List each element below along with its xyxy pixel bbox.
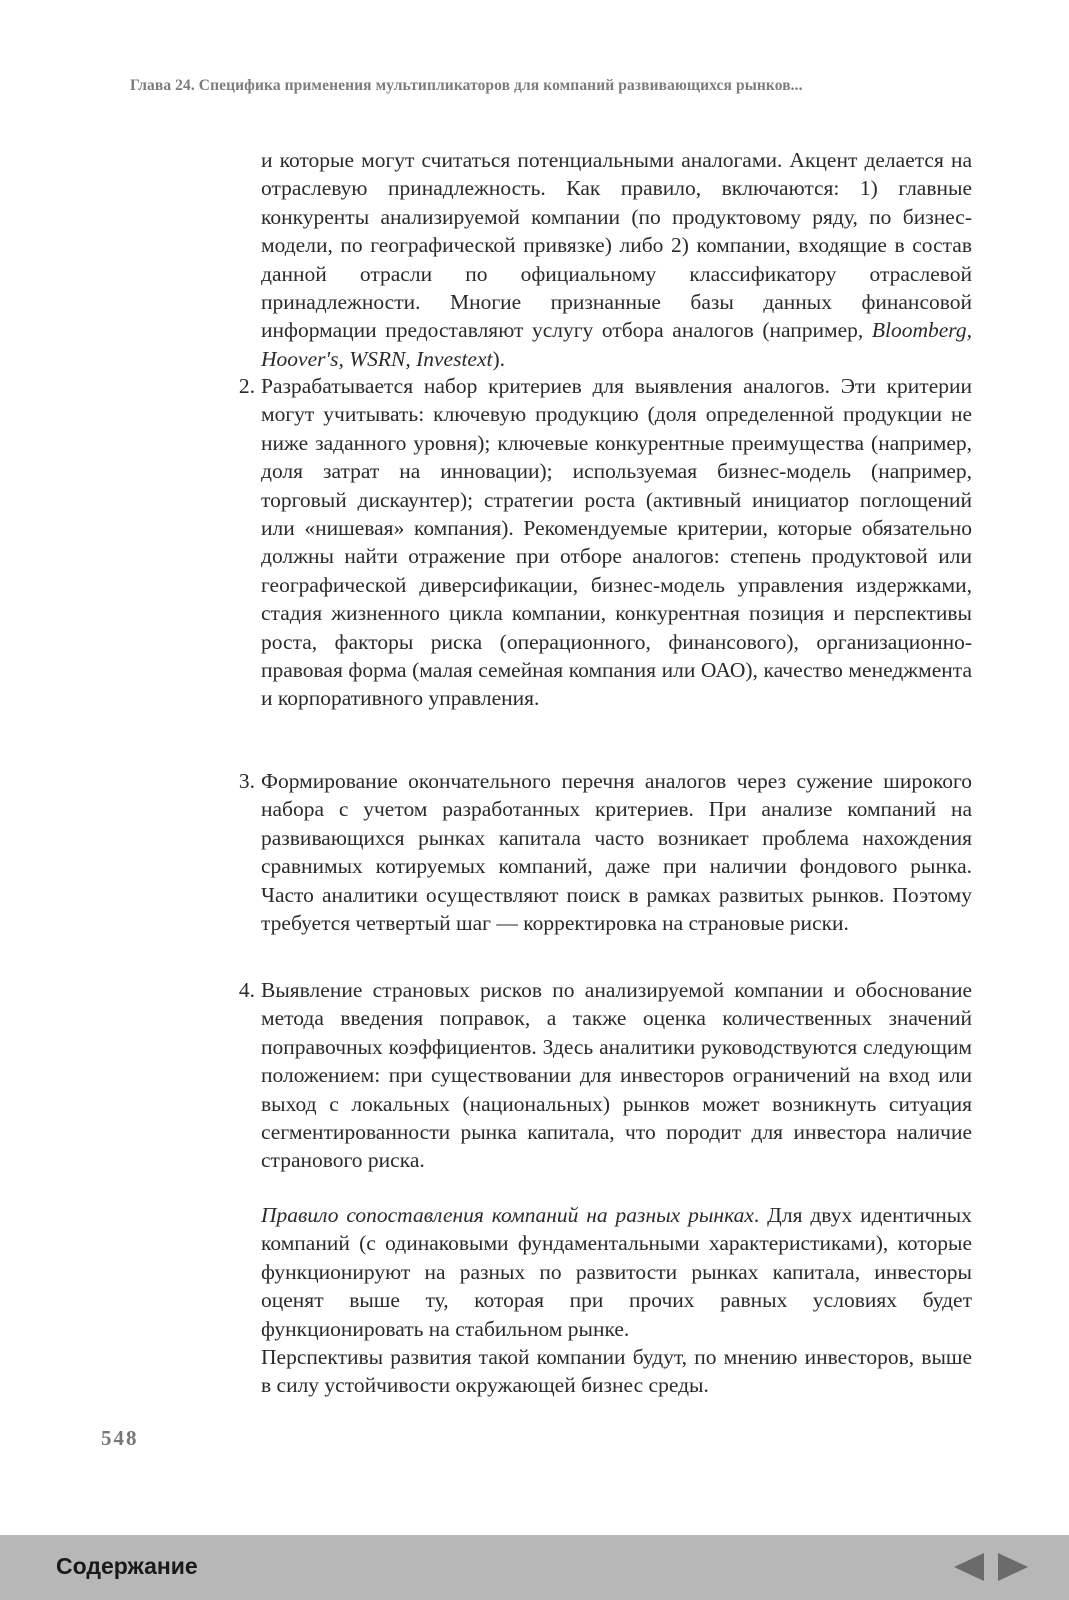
continuation-tail: ). [492, 346, 506, 371]
triangle-right-icon [996, 1551, 1030, 1583]
list-item [238, 372, 972, 713]
list-item-text: Выявление страновых рисков по анализируемой компании и обоснование метода введения поправок, а также оценка количественных значений поправочных коэффициентов. Здесь аналитики руководствуются следующим положением: при существовании для инвесторов ограничений на вход или выход с локальных (национальных) рынков может возникнуть ситуация сегментированности рынка капитала, что породит для инвестора наличие странового риска. [261, 978, 972, 1173]
continuation-paragraph [261, 146, 972, 373]
navigation-bar [0, 1535, 1069, 1600]
list-item [238, 767, 972, 937]
rule-title: Правило сопоставления компаний на разных рынках [261, 1203, 754, 1227]
rule-paragraph [261, 1201, 972, 1343]
page-number: 548 [101, 1426, 139, 1450]
list-item [238, 976, 972, 1175]
previous-page-button[interactable] [952, 1551, 986, 1583]
list-item-text: Формирование окончательного перечня аналогов через сужение широкого набора с учетом разработанных критериев. При анализе компаний на развивающихся рынках капитала часто возникает проблема нахождения сравнимых котируемых компаний, даже при наличии фондового рынка. Часто аналитики осуществляют поиск в рамках развитых рынков. Поэтому требуется четвертый шаг — корректировка на страновые риски. [261, 769, 972, 936]
triangle-left-icon [952, 1551, 986, 1583]
rule-text: . Для двух идентичных компаний (с одинаковыми фундаментальными характеристиками), которые функционируют на разных по развитости рынках капитала, инвесторы оценят выше ту, которая при прочих равных условиях будет функционировать на стабильном рынке. [261, 1203, 972, 1341]
continuation-text: и которые могут считаться потенциальными аналогами. Акцент делается на отраслевую принадлежность. Как правило, включаются: 1) главные конкуренты анализируемой компании (по продуктовому ряду, по бизнес-модели, по географической привязке) либо 2) компании, входящие в состав данной отрасли по официальному классификатору отраслевой принадлежности. Многие признанные базы данных финансовой информации предоставляют услугу отбора аналогов (например, [261, 148, 972, 343]
list-item-text: Разрабатывается набор критериев для выявления аналогов. Эти критерии могут учитывать: ключевую продукцию (доля определенной продукции не ниже заданного уровня); ключевые конкурентные преимущества (например, доля затрат на инновации); используемая бизнес-модель (например, торговый дискаунтер); стратегии роста (активный инициатор поглощений или «нишевая» компания). Рекомендуемые критерии, которые обязательно должны найти отражение при отборе аналогов: степень продуктовой или географической диверсификации, бизнес-модель управления издержками, стадия жизненного цикла компании, конкурентная позиция и перспективы роста, факторы риска (операционного, финансового), организационно-правовая форма (малая семейная компания или ОАО), качество менеджмента и корпоративного управления. [261, 374, 972, 711]
list-item-number: 2. [238, 374, 255, 398]
running-header: Глава 24. Специфика применения мультипликаторов для компаний развивающихся рынков... [130, 77, 803, 94]
list-item-number: 4. [238, 978, 255, 1002]
continuation-italic: Bloomberg, Hoover's, WSRN, Investext [261, 318, 972, 371]
table-of-contents-link[interactable]: Содержание [56, 1553, 198, 1579]
last-paragraph: Перспективы развития такой компании будут, по мнению инвесторов, выше в силу устойчивости окружающей бизнес среды. [261, 1345, 972, 1398]
next-page-button[interactable] [996, 1551, 1030, 1583]
list-item-number: 3. [238, 769, 255, 793]
